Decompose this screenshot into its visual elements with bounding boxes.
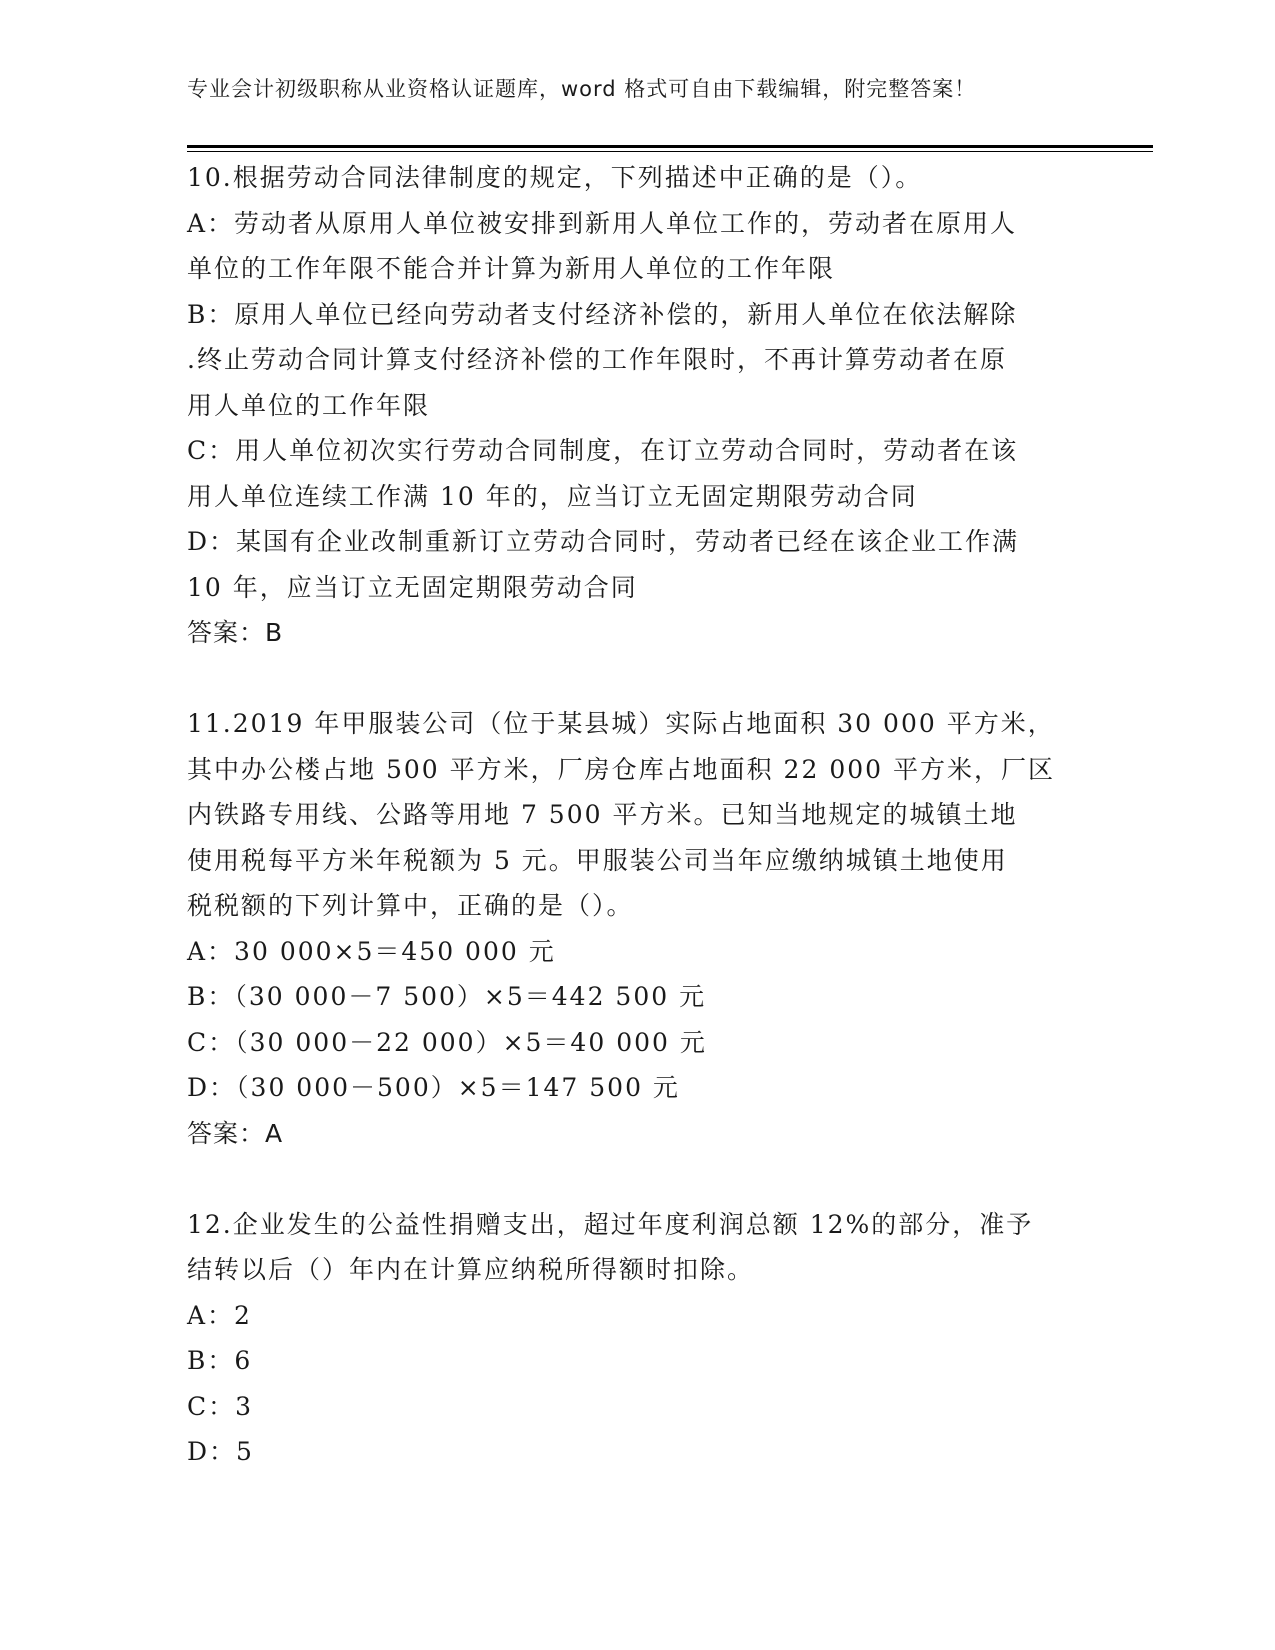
question-line: 10 年，应当订立无固定期限劳动合同 [187,572,638,602]
question-stem-line: 11.2019 年甲服装公司（位于某县城）实际占地面积 30 000 平方米， [187,709,1055,738]
question-stem-line: 12.企业发生的公益性捐赠支出，超过年度利润总额 12%的部分，准予 [187,1209,1034,1239]
question-line: A：劳动者从原用人单位被安排到新用人单位工作的，劳动者在原用人 [187,208,1018,238]
question-line: 税税额的下列计算中，正确的是（）。 [187,891,634,920]
question-line: 结转以后（）年内在计算应纳税所得额时扣除。 [187,1255,755,1284]
question-stem-line: 10.根据劳动合同法律制度的规定，下列描述中正确的是（）。 [187,163,923,192]
question-line: D：5 [187,1437,254,1466]
header-rule-thick [187,145,1153,148]
question-line: 内铁路专用线、公路等用地 7 500 平方米。已知当地规定的城镇土地 [187,800,1018,829]
page-header: 专业会计初级职称从业资格认证题库，word 格式可自由下载编辑，附完整答案！ [187,77,977,101]
question-line: 使用税每平方米年税额为 5 元。甲服装公司当年应缴纳城镇土地使用 [187,845,1008,875]
question-line: B：（30 000－7 500）×5＝442 500 元 [187,982,707,1011]
question-line: 其中办公楼占地 500 平方米，厂房仓库占地面积 22 000 平方米，厂区 [187,754,1055,784]
question-line: C：（30 000－22 000）×5＝40 000 元 [187,1027,707,1057]
question-list [187,155,1077,1475]
question-line: B：6 [187,1346,253,1375]
question-line: B：原用人单位已经向劳动者支付经济补偿的，新用人单位在依法解除 [187,299,1018,329]
question-line: A：30 000×5＝450 000 元 [187,936,556,966]
question-line: C：3 [187,1391,254,1421]
question-line: 单位的工作年限不能合并计算为新用人单位的工作年限 [187,254,836,283]
question-line: D：某国有企业改制重新订立劳动合同时，劳动者已经在该企业工作满 [187,527,1020,556]
question-11 [187,701,1077,1156]
question-12 [187,1202,1077,1475]
question-line: A：2 [187,1300,252,1330]
answer-line: 答案：A [187,1118,284,1148]
header-rule-thin [187,151,1153,152]
answer-line: 答案：B [187,618,284,647]
question-line: 用人单位的工作年限 [187,390,431,420]
question-line: .终止劳动合同计算支付经济补偿的工作年限时，不再计算劳动者在原 [187,345,1007,374]
question-10 [187,155,1077,656]
question-line: D：（30 000－500）×5＝147 500 元 [187,1073,680,1102]
question-line: C：用人单位初次实行劳动合同制度，在订立劳动合同时，劳动者在该 [187,436,1019,465]
question-line: 用人单位连续工作满 10 年的，应当订立无固定期限劳动合同 [187,481,918,511]
